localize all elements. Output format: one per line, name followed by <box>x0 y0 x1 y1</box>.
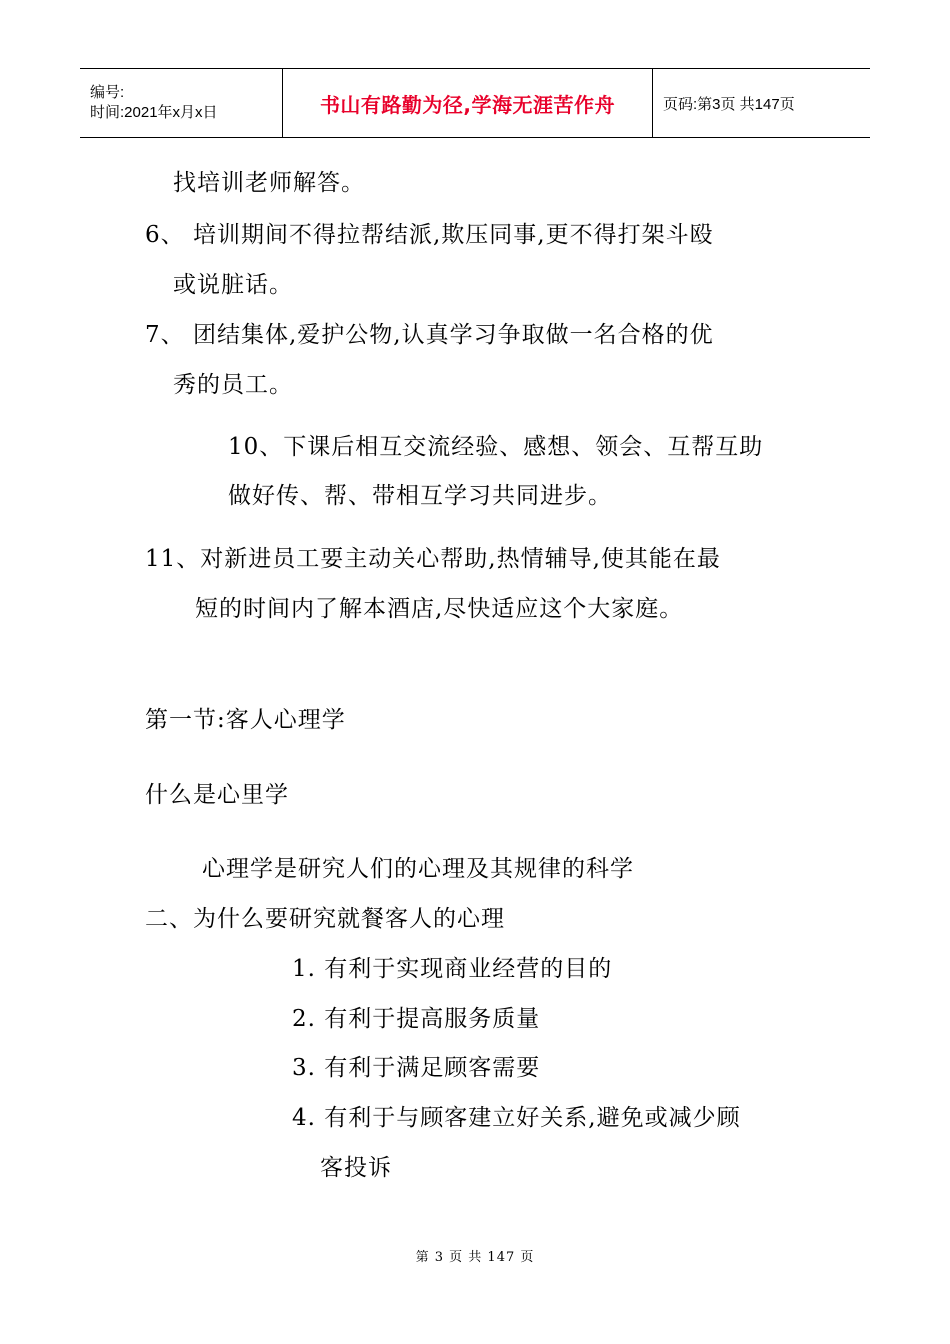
list-item: 1. 有利于实现商业经营的目的 <box>292 956 613 982</box>
date-label: 时间:2021年x月x日 <box>90 104 218 121</box>
document-header <box>80 68 870 138</box>
body-line: 做好传、帮、带相互学习共同进步。 <box>228 483 612 509</box>
page-label: 页码:第3页 共147页 <box>663 95 795 113</box>
section-heading: 第一节:客人心理学 <box>145 707 346 733</box>
motto-text: 书山有路勤为径,学海无涯苦作舟 <box>319 92 616 117</box>
subsection-heading: 二、为什么要研究就餐客人的心理 <box>145 906 505 932</box>
body-line: 找培训老师解答。 <box>173 170 365 196</box>
body-line: 或说脏话。 <box>173 272 293 298</box>
body-line: 短的时间内了解本酒店,尽快适应这个大家庭。 <box>195 596 684 622</box>
list-item: 4. 有利于与顾客建立好关系,避免或减少顾 <box>292 1105 741 1131</box>
number-label: 编号: <box>90 84 125 101</box>
page-footer: 第 3 页 共 147 页 <box>415 1250 535 1265</box>
header-page-cell <box>653 69 870 137</box>
body-line: 客投诉 <box>320 1155 392 1181</box>
list-item-10: 10、下课后相互交流经验、感想、领会、互帮互助 <box>228 434 764 460</box>
list-item: 3. 有利于满足顾客需要 <box>292 1055 541 1081</box>
list-item-6: 6、 培训期间不得拉帮结派,欺压同事,更不得打架斗殴 <box>145 222 714 248</box>
header-meta-cell <box>80 69 283 137</box>
list-item: 2. 有利于提高服务质量 <box>292 1006 541 1032</box>
subsection-heading: 什么是心里学 <box>145 782 289 808</box>
body-line: 心理学是研究人们的心理及其规律的科学 <box>202 856 634 882</box>
header-motto-cell <box>283 69 653 137</box>
list-item-7: 7、 团结集体,爱护公物,认真学习争取做一名合格的优 <box>145 322 714 348</box>
list-item-11: 11、对新进员工要主动关心帮助,热情辅导,使其能在最 <box>145 546 721 572</box>
body-line: 秀的员工。 <box>173 372 293 398</box>
